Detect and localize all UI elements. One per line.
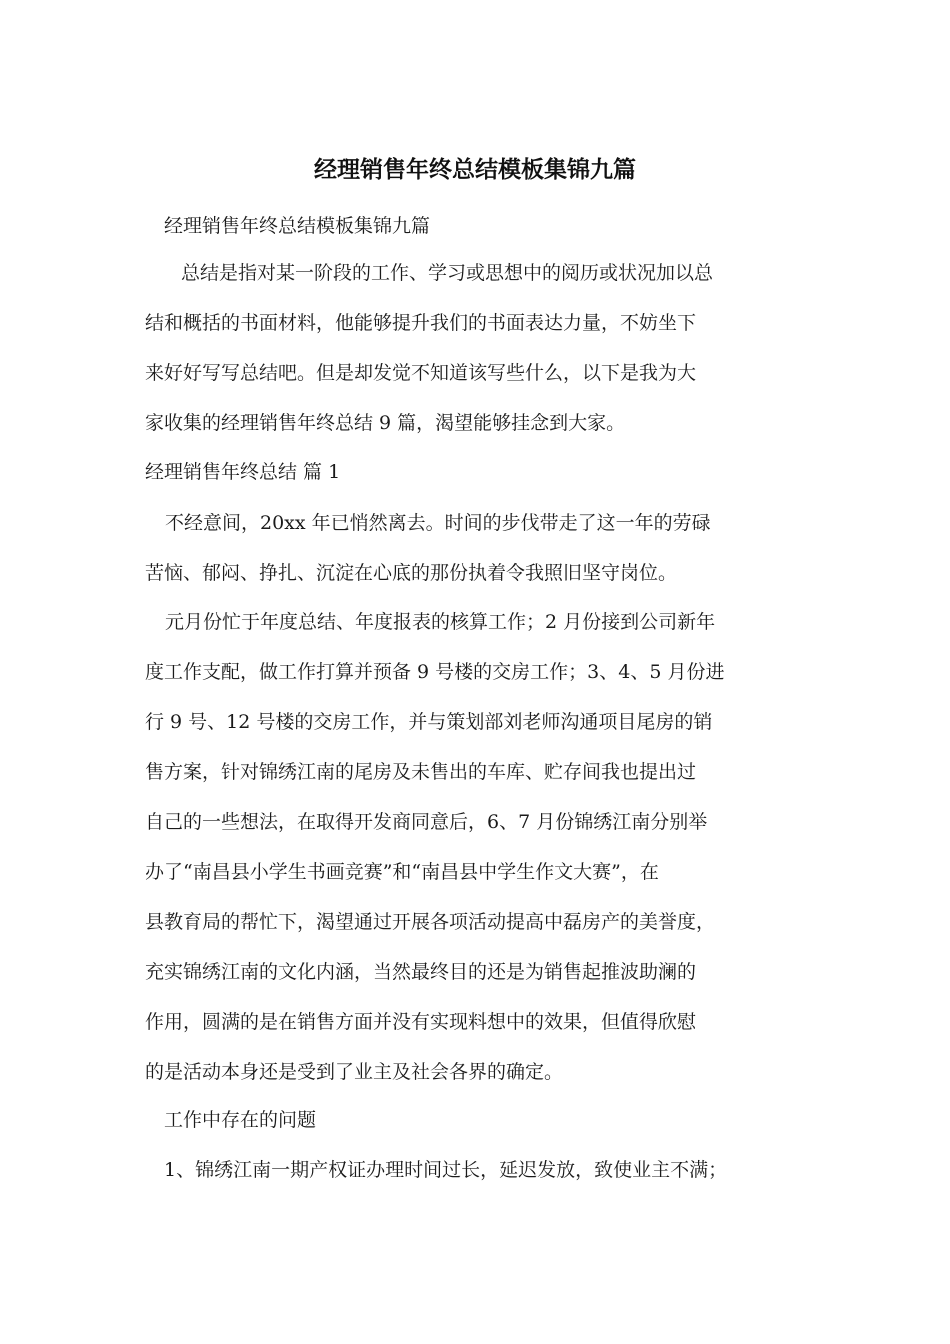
intro-line: 结和概括的书面材料，他能够提升我们的书面表达力量，不妨坐下 bbox=[145, 312, 697, 334]
paragraph-line: 的是活动本身还是受到了业主及社会各界的确定。 bbox=[145, 1061, 564, 1083]
paragraph-1 bbox=[145, 498, 825, 598]
section-heading: 经理销售年终总结 篇 1 bbox=[145, 461, 341, 483]
intro-paragraph bbox=[145, 248, 825, 448]
paragraph-line: 办了“南昌县小学生书画竞赛”和“南昌县中学生作文大赛”，在 bbox=[145, 861, 659, 883]
paragraph-line: 售方案，针对锦绣江南的尾房及未售出的车库、贮存间我也提出过 bbox=[145, 761, 697, 783]
paragraph-line: 行 9 号、12 号楼的交房工作，并与策划部刘老师沟通项目尾房的销 bbox=[145, 711, 713, 733]
paragraph-line: 充实锦绣江南的文化内涵，当然最终目的还是为销售起推波助澜的 bbox=[145, 961, 697, 983]
problems-heading: 工作中存在的问题 bbox=[164, 1109, 317, 1131]
document-subtitle: 经理销售年终总结模板集锦九篇 bbox=[164, 215, 431, 237]
paragraph-line: 自己的一些想法，在取得开发商同意后，6、7 月份锦绣江南分别举 bbox=[145, 811, 708, 833]
paragraph-2 bbox=[145, 597, 825, 1097]
paragraph-line: 县教育局的帮忙下，渴望通过开展各项活动提高中磊房产的美誉度， bbox=[145, 911, 716, 933]
paragraph-line: 不经意间，20xx 年已悄然离去。时间的步伐带走了这一年的劳碌 bbox=[165, 512, 711, 534]
intro-line: 家收集的经理销售年终总结 9 篇，渴望能够挂念到大家。 bbox=[145, 412, 626, 434]
paragraph-line: 元月份忙于年度总结、年度报表的核算工作；2 月份接到公司新年 bbox=[165, 611, 716, 633]
intro-line: 来好好写写总结吧。但是却发觉不知道该写些什么，以下是我为大 bbox=[145, 362, 697, 384]
problem-item-1: 1、锦绣江南一期产权证办理时间过长，延迟发放，致使业主不满； bbox=[164, 1159, 728, 1181]
intro-line: 总结是指对某一阶段的工作、学习或思想中的阅历或状况加以总 bbox=[181, 262, 714, 284]
document-title: 经理销售年终总结模板集锦九篇 bbox=[314, 157, 636, 183]
paragraph-line: 苦恼、郁闷、挣扎、沉淀在心底的那份执着令我照旧坚守岗位。 bbox=[145, 562, 678, 584]
paragraph-line: 作用，圆满的是在销售方面并没有实现料想中的效果，但值得欣慰 bbox=[145, 1011, 697, 1033]
paragraph-line: 度工作支配，做工作打算并预备 9 号楼的交房工作；3、4、5 月份进 bbox=[145, 661, 725, 683]
